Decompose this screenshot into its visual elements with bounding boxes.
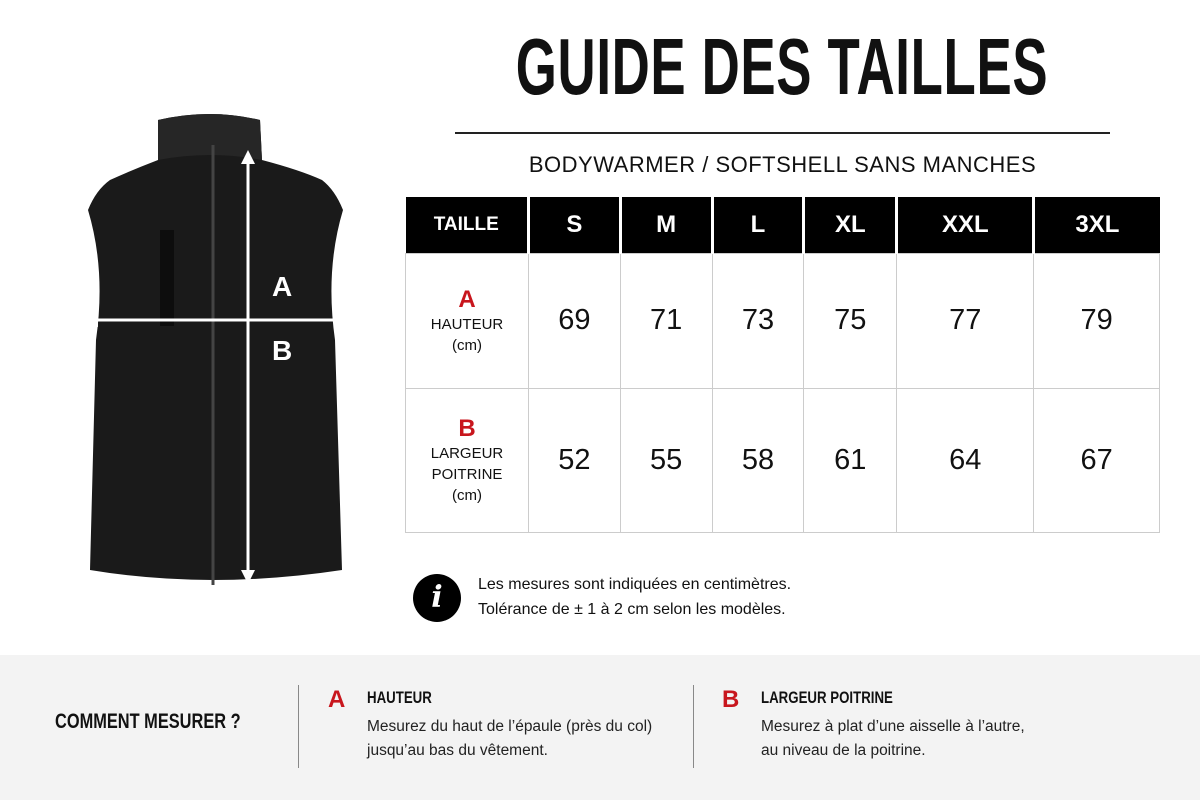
largeur-description: Mesurez à plat d’une aisselle à l’autre, au niveau de la poitrine.: [761, 718, 1025, 759]
page-title: GUIDE DES TAILLES: [515, 22, 1049, 111]
letter-b: B: [722, 686, 740, 713]
subtitle: BODYWARMER / SOFTSHELL SANS MANCHES: [528, 152, 1037, 177]
divider: [298, 685, 299, 768]
hauteur-description: Mesurez du haut de l’épaule (près du col) jusqu’au bas du vêtement.: [367, 718, 653, 759]
size-table: [405, 197, 1160, 533]
hauteur-heading: HAUTEUR: [367, 688, 432, 707]
vest-illustration: [60, 100, 370, 600]
label-b: B: [272, 335, 293, 366]
table-row: B LARGEUR POITRINE (cm) 52 55 58 61 64 67: [406, 388, 1160, 532]
measurement-note: Les mesures sont indiquées en centimètres. Tolérance de ± 1 à 2 cm selon les modèles.: [478, 576, 792, 618]
letter-a: A: [328, 686, 346, 713]
label-a: A: [272, 271, 293, 302]
title-divider: [455, 132, 1110, 134]
divider: [693, 685, 694, 768]
table-row: A HAUTEUR (cm) 69 71 73 75 77 79: [406, 253, 1160, 388]
largeur-heading: LARGEUR POITRINE: [761, 688, 893, 707]
table-header: TAILLE S M L XL XXL 3XL: [406, 197, 1160, 253]
info-icon: i: [413, 574, 461, 622]
how-to-measure-heading: COMMENT MESURER ?: [55, 710, 241, 733]
